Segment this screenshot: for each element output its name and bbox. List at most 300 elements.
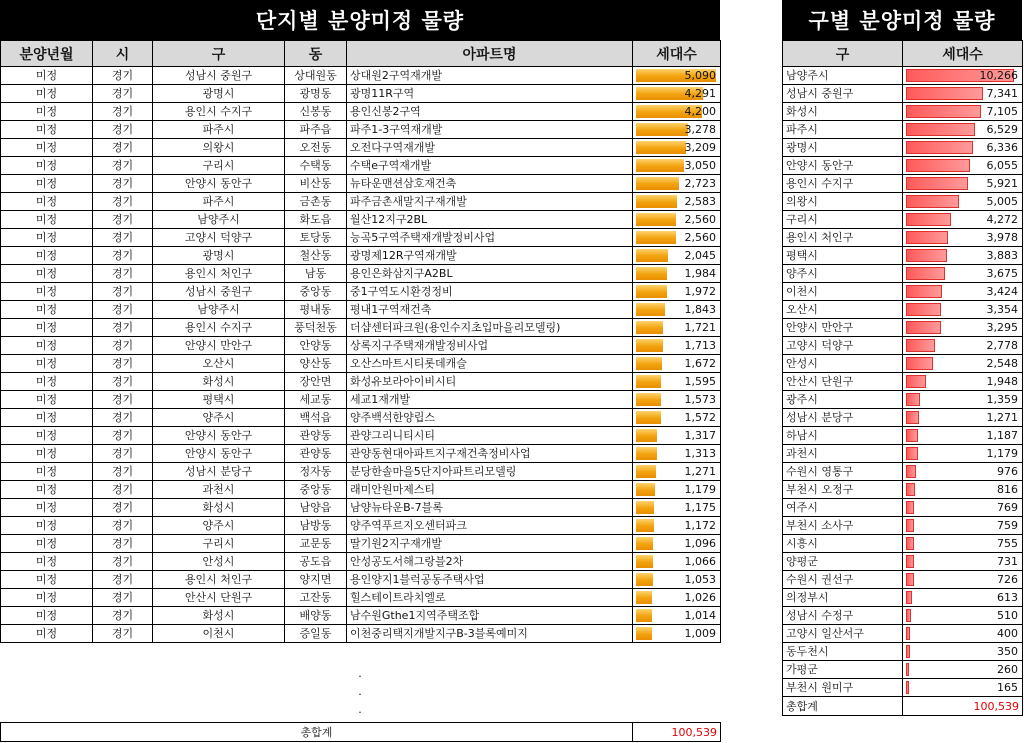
cell-district: 오산시 xyxy=(153,355,285,373)
units-value: 3,209 xyxy=(684,141,716,154)
ellipsis-dot: · xyxy=(358,688,362,701)
cell-month: 미정 xyxy=(1,283,93,301)
units-bar xyxy=(636,555,653,568)
units-value: 1,271 xyxy=(684,465,716,478)
header-gu-units: 세대수 xyxy=(903,41,1023,67)
table-row xyxy=(783,499,1023,517)
cell-month: 미정 xyxy=(1,337,93,355)
cell-units xyxy=(633,571,721,589)
table-row xyxy=(783,283,1023,301)
table-row xyxy=(783,535,1023,553)
cell-month: 미정 xyxy=(1,211,93,229)
cell-city: 경기 xyxy=(93,103,153,121)
gu-units-bar xyxy=(906,195,959,208)
cell-city: 경기 xyxy=(93,319,153,337)
gu-units-bar xyxy=(906,519,914,532)
table-row xyxy=(783,319,1023,337)
gu-units-bar xyxy=(906,465,916,478)
cell-apartment: 남수원Gthe1지역주택조합 xyxy=(347,607,633,625)
gu-units-bar xyxy=(906,177,968,190)
table-row xyxy=(783,409,1023,427)
cell-gu: 용인시 수지구 xyxy=(783,175,903,193)
cell-city: 경기 xyxy=(93,139,153,157)
cell-gu-units xyxy=(903,67,1023,85)
cell-city: 경기 xyxy=(93,481,153,499)
district-total-label: 총합계 xyxy=(783,697,903,716)
header-district: 구 xyxy=(153,41,285,67)
units-bar xyxy=(636,303,665,316)
cell-month: 미정 xyxy=(1,463,93,481)
cell-dong: 철산동 xyxy=(285,247,347,265)
cell-gu-units xyxy=(903,247,1023,265)
cell-gu: 오산시 xyxy=(783,301,903,319)
cell-city: 경기 xyxy=(93,157,153,175)
cell-gu: 성남시 분당구 xyxy=(783,409,903,427)
cell-district: 화성시 xyxy=(153,607,285,625)
units-value: 1,595 xyxy=(684,375,716,388)
cell-units xyxy=(633,229,721,247)
cell-gu-units xyxy=(903,283,1023,301)
table-row xyxy=(1,535,721,553)
cell-month: 미정 xyxy=(1,589,93,607)
cell-units xyxy=(633,175,721,193)
cell-month: 미정 xyxy=(1,301,93,319)
cell-gu: 부천시 오정구 xyxy=(783,481,903,499)
cell-units xyxy=(633,139,721,157)
cell-units xyxy=(633,607,721,625)
units-bar xyxy=(636,321,663,334)
gu-units-value: 2,548 xyxy=(986,357,1018,370)
units-bar xyxy=(636,537,653,550)
cell-dong: 금촌동 xyxy=(285,193,347,211)
gu-units-bar xyxy=(906,285,942,298)
gu-units-value: 6,336 xyxy=(986,141,1018,154)
units-bar xyxy=(636,609,652,622)
district-unsold-panel xyxy=(782,0,1022,716)
units-bar xyxy=(636,213,676,226)
table-row xyxy=(783,193,1023,211)
cell-dong: 중앙동 xyxy=(285,283,347,301)
cell-month: 미정 xyxy=(1,319,93,337)
units-bar xyxy=(636,447,657,460)
units-value: 2,560 xyxy=(684,213,716,226)
table-row xyxy=(783,121,1023,139)
cell-gu-units xyxy=(903,355,1023,373)
cell-district: 평택시 xyxy=(153,391,285,409)
cell-dong: 관양동 xyxy=(285,427,347,445)
cell-city: 경기 xyxy=(93,373,153,391)
cell-month: 미정 xyxy=(1,247,93,265)
cell-units xyxy=(633,625,721,643)
table-row xyxy=(1,157,721,175)
units-value: 1,066 xyxy=(684,555,716,568)
gu-units-value: 2,778 xyxy=(986,339,1018,352)
complex-total-row xyxy=(1,723,721,742)
table-row xyxy=(1,445,721,463)
cell-month: 미정 xyxy=(1,85,93,103)
units-bar xyxy=(636,285,667,298)
cell-apartment: 용인은화삼지구A2BL xyxy=(347,265,633,283)
units-bar xyxy=(636,231,676,244)
table-row xyxy=(783,589,1023,607)
cell-month: 미정 xyxy=(1,139,93,157)
cell-district: 광명시 xyxy=(153,85,285,103)
table-row xyxy=(783,355,1023,373)
cell-apartment: 파주1-3구역재개발 xyxy=(347,121,633,139)
cell-city: 경기 xyxy=(93,337,153,355)
cell-city: 경기 xyxy=(93,85,153,103)
cell-gu: 파주시 xyxy=(783,121,903,139)
cell-dong: 수택동 xyxy=(285,157,347,175)
cell-units xyxy=(633,535,721,553)
table-row xyxy=(1,481,721,499)
cell-apartment: 이천중리택지개발지구B-3블록예미지 xyxy=(347,625,633,643)
gu-units-bar xyxy=(906,357,933,370)
table-row xyxy=(1,625,721,643)
cell-gu: 안성시 xyxy=(783,355,903,373)
table-row xyxy=(783,463,1023,481)
cell-gu: 수원시 영통구 xyxy=(783,463,903,481)
cell-city: 경기 xyxy=(93,625,153,643)
cell-units xyxy=(633,337,721,355)
gu-units-bar xyxy=(906,141,973,154)
cell-gu-units xyxy=(903,265,1023,283)
cell-apartment: 양주역푸르지오센터파크 xyxy=(347,517,633,535)
cell-units xyxy=(633,427,721,445)
gu-units-value: 816 xyxy=(997,483,1018,496)
cell-district: 화성시 xyxy=(153,499,285,517)
cell-dong: 광명동 xyxy=(285,85,347,103)
cell-units xyxy=(633,211,721,229)
cell-month: 미정 xyxy=(1,571,93,589)
units-value: 5,090 xyxy=(684,69,716,82)
gu-units-value: 3,354 xyxy=(986,303,1018,316)
table-row xyxy=(783,553,1023,571)
cell-city: 경기 xyxy=(93,499,153,517)
table-row xyxy=(1,229,721,247)
cell-gu: 고양시 일산서구 xyxy=(783,625,903,643)
cell-city: 경기 xyxy=(93,283,153,301)
cell-apartment: 광명제12R구역재개발 xyxy=(347,247,633,265)
cell-apartment: 남양뉴타운B-7블록 xyxy=(347,499,633,517)
table-row xyxy=(1,355,721,373)
cell-dong: 증일동 xyxy=(285,625,347,643)
cell-units xyxy=(633,463,721,481)
cell-dong: 비산동 xyxy=(285,175,347,193)
cell-month: 미정 xyxy=(1,517,93,535)
gu-units-value: 350 xyxy=(997,645,1018,658)
cell-district: 용인시 처인구 xyxy=(153,265,285,283)
table-row xyxy=(783,247,1023,265)
table-row xyxy=(1,121,721,139)
cell-apartment: 용인신봉2구역 xyxy=(347,103,633,121)
cell-gu: 부천시 원미구 xyxy=(783,679,903,697)
header-dong: 동 xyxy=(285,41,347,67)
cell-units xyxy=(633,265,721,283)
cell-city: 경기 xyxy=(93,463,153,481)
gu-units-value: 3,883 xyxy=(986,249,1018,262)
cell-gu-units xyxy=(903,319,1023,337)
cell-gu-units xyxy=(903,427,1023,445)
table-row xyxy=(783,445,1023,463)
gu-units-value: 755 xyxy=(997,537,1018,550)
cell-gu-units xyxy=(903,679,1023,697)
cell-city: 경기 xyxy=(93,409,153,427)
units-bar xyxy=(636,141,686,154)
cell-month: 미정 xyxy=(1,445,93,463)
gu-units-value: 7,341 xyxy=(986,87,1018,100)
cell-gu-units xyxy=(903,607,1023,625)
table-row xyxy=(1,211,721,229)
cell-district: 광명시 xyxy=(153,247,285,265)
table-row xyxy=(1,427,721,445)
cell-month: 미정 xyxy=(1,229,93,247)
cell-gu: 평택시 xyxy=(783,247,903,265)
district-table xyxy=(782,40,1023,716)
cell-month: 미정 xyxy=(1,157,93,175)
cell-district: 성남시 중원구 xyxy=(153,283,285,301)
units-value: 1,572 xyxy=(684,411,716,424)
cell-district: 남양주시 xyxy=(153,211,285,229)
cell-gu-units xyxy=(903,445,1023,463)
gu-units-value: 7,105 xyxy=(986,105,1018,118)
cell-gu-units xyxy=(903,157,1023,175)
table-row xyxy=(1,607,721,625)
table-row xyxy=(1,247,721,265)
gu-units-bar xyxy=(906,447,918,460)
header-month: 분양년월 xyxy=(1,41,93,67)
cell-district: 남양주시 xyxy=(153,301,285,319)
gu-units-value: 769 xyxy=(997,501,1018,514)
gu-units-bar xyxy=(906,411,919,424)
cell-dong: 남동 xyxy=(285,265,347,283)
table-row xyxy=(1,553,721,571)
district-header-row xyxy=(783,41,1023,67)
units-bar xyxy=(636,393,661,406)
gu-units-bar xyxy=(906,681,909,694)
units-value: 1,573 xyxy=(684,393,716,406)
cell-apartment: 광명11R구역 xyxy=(347,85,633,103)
table-row xyxy=(1,517,721,535)
cell-gu: 수원시 권선구 xyxy=(783,571,903,589)
cell-dong: 정자동 xyxy=(285,463,347,481)
units-bar xyxy=(636,123,688,136)
cell-gu-units xyxy=(903,85,1023,103)
cell-city: 경기 xyxy=(93,247,153,265)
cell-gu-units xyxy=(903,301,1023,319)
table-row xyxy=(1,265,721,283)
gu-units-value: 1,271 xyxy=(986,411,1018,424)
cell-district: 용인시 수지구 xyxy=(153,103,285,121)
units-bar xyxy=(636,627,652,640)
cell-month: 미정 xyxy=(1,481,93,499)
cell-month: 미정 xyxy=(1,553,93,571)
cell-month: 미정 xyxy=(1,427,93,445)
units-value: 3,050 xyxy=(684,159,716,172)
cell-apartment: 중1구역도시환경정비 xyxy=(347,283,633,301)
cell-gu: 고양시 덕양구 xyxy=(783,337,903,355)
table-row xyxy=(1,499,721,517)
cell-apartment: 관양그리니티시티 xyxy=(347,427,633,445)
cell-city: 경기 xyxy=(93,553,153,571)
gu-units-value: 3,424 xyxy=(986,285,1018,298)
gu-units-value: 260 xyxy=(997,663,1018,676)
cell-gu: 성남시 중원구 xyxy=(783,85,903,103)
cell-apartment: 평내1구역재건축 xyxy=(347,301,633,319)
cell-apartment: 월산12지구2BL xyxy=(347,211,633,229)
gu-units-bar xyxy=(906,429,918,442)
cell-month: 미정 xyxy=(1,535,93,553)
cell-units xyxy=(633,355,721,373)
cell-gu: 여주시 xyxy=(783,499,903,517)
cell-district: 과천시 xyxy=(153,481,285,499)
cell-dong: 안양동 xyxy=(285,337,347,355)
cell-month: 미정 xyxy=(1,499,93,517)
cell-units xyxy=(633,301,721,319)
cell-units xyxy=(633,391,721,409)
cell-gu-units xyxy=(903,571,1023,589)
cell-apartment: 능곡5구역주택재개발정비사업 xyxy=(347,229,633,247)
table-row xyxy=(1,67,721,85)
units-value: 1,672 xyxy=(684,357,716,370)
cell-gu-units xyxy=(903,463,1023,481)
cell-gu: 광명시 xyxy=(783,139,903,157)
gu-units-value: 3,295 xyxy=(986,321,1018,334)
table-row xyxy=(783,625,1023,643)
header-units: 세대수 xyxy=(633,41,721,67)
table-row xyxy=(1,571,721,589)
cell-apartment: 수택e구역재개발 xyxy=(347,157,633,175)
gu-units-bar xyxy=(906,645,910,658)
cell-gu: 의왕시 xyxy=(783,193,903,211)
units-value: 1,972 xyxy=(684,285,716,298)
cell-gu-units xyxy=(903,193,1023,211)
units-value: 1,172 xyxy=(684,519,716,532)
district-panel-title: 구별 분양미정 물량 xyxy=(782,0,1022,40)
cell-gu-units xyxy=(903,103,1023,121)
cell-district: 성남시 분당구 xyxy=(153,463,285,481)
gu-units-bar xyxy=(906,501,914,514)
table-row xyxy=(783,157,1023,175)
cell-dong: 중앙동 xyxy=(285,481,347,499)
cell-district: 구리시 xyxy=(153,535,285,553)
gu-units-bar xyxy=(906,105,981,118)
gu-units-value: 4,272 xyxy=(986,213,1018,226)
cell-units xyxy=(633,121,721,139)
cell-dong: 파주읍 xyxy=(285,121,347,139)
cell-gu-units xyxy=(903,139,1023,157)
cell-gu-units xyxy=(903,661,1023,679)
table-row xyxy=(783,427,1023,445)
cell-gu-units xyxy=(903,625,1023,643)
cell-city: 경기 xyxy=(93,301,153,319)
units-value: 2,583 xyxy=(684,195,716,208)
cell-dong: 평내동 xyxy=(285,301,347,319)
table-row xyxy=(783,301,1023,319)
cell-district: 의왕시 xyxy=(153,139,285,157)
cell-gu-units xyxy=(903,211,1023,229)
units-bar xyxy=(636,429,657,442)
table-row xyxy=(1,139,721,157)
gu-units-bar xyxy=(906,159,970,172)
units-value: 1,009 xyxy=(684,627,716,640)
cell-units xyxy=(633,193,721,211)
table-row xyxy=(783,607,1023,625)
cell-gu-units xyxy=(903,499,1023,517)
header-apartment: 아파트명 xyxy=(347,41,633,67)
gu-units-value: 10,266 xyxy=(979,69,1018,82)
gu-units-bar xyxy=(906,87,983,100)
units-value: 1,843 xyxy=(684,303,716,316)
gu-units-value: 6,055 xyxy=(986,159,1018,172)
cell-city: 경기 xyxy=(93,121,153,139)
cell-gu: 구리시 xyxy=(783,211,903,229)
cell-gu-units xyxy=(903,517,1023,535)
gu-units-bar xyxy=(906,267,945,280)
cell-units xyxy=(633,373,721,391)
gu-units-value: 3,978 xyxy=(986,231,1018,244)
total-label: 총합계 xyxy=(1,723,633,742)
units-value: 1,317 xyxy=(684,429,716,442)
cell-gu-units xyxy=(903,409,1023,427)
cell-apartment: 상록지구주택재개발정비사업 xyxy=(347,337,633,355)
table-row xyxy=(1,463,721,481)
cell-units xyxy=(633,409,721,427)
cell-district: 파주시 xyxy=(153,193,285,211)
units-value: 1,984 xyxy=(684,267,716,280)
cell-dong: 화도읍 xyxy=(285,211,347,229)
gu-units-bar xyxy=(906,591,912,604)
units-bar xyxy=(636,177,679,190)
cell-district: 성남시 중원구 xyxy=(153,67,285,85)
gu-units-bar xyxy=(906,393,920,406)
cell-district: 안양시 동안구 xyxy=(153,427,285,445)
cell-city: 경기 xyxy=(93,391,153,409)
table-row xyxy=(783,265,1023,283)
cell-city: 경기 xyxy=(93,67,153,85)
table-row xyxy=(1,283,721,301)
table-row xyxy=(1,589,721,607)
cell-units xyxy=(633,103,721,121)
complex-table xyxy=(0,40,721,643)
cell-dong: 세교동 xyxy=(285,391,347,409)
cell-district: 파주시 xyxy=(153,121,285,139)
gu-units-value: 6,529 xyxy=(986,123,1018,136)
district-total-row xyxy=(783,697,1023,716)
table-row xyxy=(783,103,1023,121)
gu-units-bar xyxy=(906,555,914,568)
gu-units-value: 1,179 xyxy=(986,447,1018,460)
cell-units xyxy=(633,517,721,535)
cell-month: 미정 xyxy=(1,625,93,643)
cell-gu: 과천시 xyxy=(783,445,903,463)
cell-units xyxy=(633,481,721,499)
gu-units-value: 400 xyxy=(997,627,1018,640)
cell-apartment: 분당한솔마을5단지아파트리모델링 xyxy=(347,463,633,481)
cell-gu-units xyxy=(903,643,1023,661)
cell-gu: 남양주시 xyxy=(783,67,903,85)
units-bar xyxy=(636,195,677,208)
units-value: 1,713 xyxy=(684,339,716,352)
cell-gu-units xyxy=(903,229,1023,247)
cell-gu-units xyxy=(903,553,1023,571)
table-row xyxy=(783,661,1023,679)
cell-gu: 동두천시 xyxy=(783,643,903,661)
cell-month: 미정 xyxy=(1,373,93,391)
units-value: 2,045 xyxy=(684,249,716,262)
units-value: 4,291 xyxy=(684,87,716,100)
units-value: 4,200 xyxy=(684,105,716,118)
